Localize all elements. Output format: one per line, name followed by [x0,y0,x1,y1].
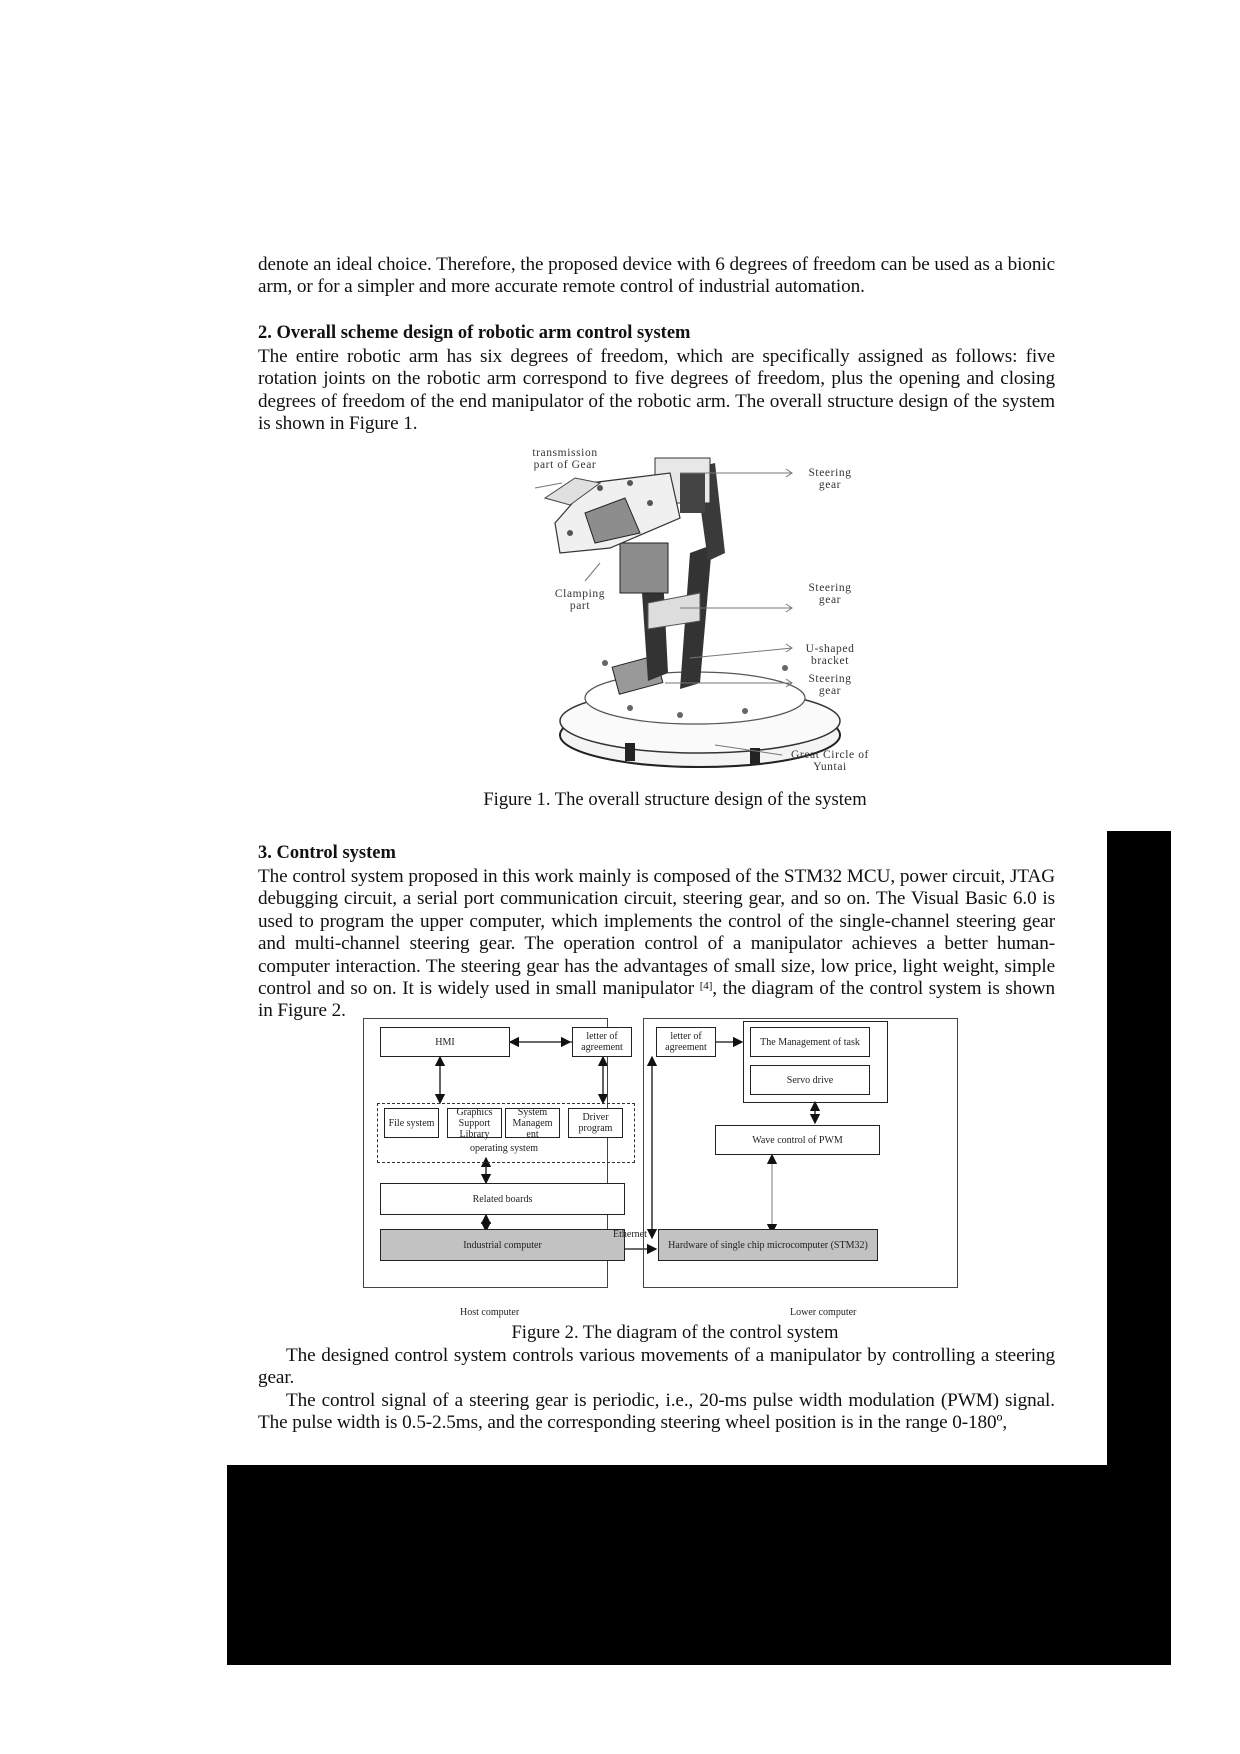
section-2-paragraph: The entire robotic arm has six degrees of freedom, which are specifically assigned as follows: five rotation joints on the robotic arm correspond to five degrees of freedom, plus the opening and closing degrees of freedom of the end manipulator of the robotic arm. The overall structure design of the system is shown in Figure 1. [258,346,1055,435]
industrial-computer-box: Industrial computer [380,1229,625,1261]
label-great-circle-yuntai: Great Circle of Yuntai [791,749,869,773]
section-3-heading: 3. Control system [258,843,396,863]
label-u-shaped-bracket: U-shaped bracket [805,643,855,667]
pwm-wave-control-box: Wave control of PWM [715,1125,880,1155]
redaction-block-bottom [227,1465,1171,1665]
hmi-box: HMI [380,1027,510,1057]
host-letter-of-agreement-box: letter of agreement [572,1027,632,1057]
label-steering-gear-bottom: Steering gear [808,673,852,697]
label-steering-gear-middle: Steering gear [808,582,852,606]
figure-2-caption: Figure 2. The diagram of the control system [511,1322,839,1343]
servo-drive-box: Servo drive [750,1065,870,1095]
closing-paragraph-2: The control signal of a steering gear is periodic, i.e., 20-ms pulse width modulation (PWM) signal. The pulse width is 0.5-2.5ms, and the corresponding steering wheel position is in the range 0-180º, [258,1390,1055,1434]
closing-paragraph-1: The designed control system controls various movements of a manipulator by controlling a steering gear. [258,1345,1055,1389]
lower-computer-label: Lower computer [790,1307,857,1318]
robotic-arm-illustration [530,443,910,788]
figure-1-robotic-arm [530,443,910,788]
ethernet-label: Ethernet [613,1229,647,1240]
file-system-box: File system [384,1108,439,1138]
lower-letter-of-agreement-box: letter of agreement [656,1027,716,1057]
system-management-box: System Managem ent [505,1108,560,1138]
citation-4[interactable]: [4] [699,980,713,993]
host-computer-label: Host computer [460,1307,520,1318]
figure-1-caption: Figure 1. The overall structure design of the system [483,789,867,810]
label-steering-gear-top: Steering gear [808,467,852,491]
section-3-paragraph [258,866,1055,1023]
stm32-hardware-box: Hardware of single chip microcomputer (STM32) [658,1229,878,1261]
label-transmission-part: transmission part of Gear [532,447,598,471]
section-3-text-end: , the diagram of the control system is shown in Figure 2. [258,978,1055,1022]
label-clamping-part: Clamping part [554,588,606,612]
operating-system-label: operating system [470,1143,539,1154]
section-2-heading: 2. Overall scheme design of robotic arm control system [258,323,691,343]
section-3-text: The control system proposed in this work mainly is composed of the STM32 MCU, power circuit, JTAG debugging circuit, a serial port communication circuit, steering gear, and so on. The Visual Basic 6.0 is used to program the upper computer, which implements the control of the single-channel steering gear and multi-channel steering gear. The operation control of a manipulator achieves a better human-computer interaction. The steering gear has the advantages of small size, low price, light weight, simple control and so on. It is widely used in small manipulator [258,866,1055,1000]
figure-2-diagram [360,1015,960,1325]
task-management-box: The Management of task [750,1027,870,1057]
graphics-support-library-box: Graphics Support Library [447,1108,502,1138]
related-boards-box: Related boards [380,1183,625,1215]
intro-paragraph: denote an ideal choice. Therefore, the proposed device with 6 degrees of freedom can be used as a bionic arm, or for a simpler and more accurate remote control of industrial automation. [258,254,1055,298]
driver-program-box: Driver program [568,1108,623,1138]
